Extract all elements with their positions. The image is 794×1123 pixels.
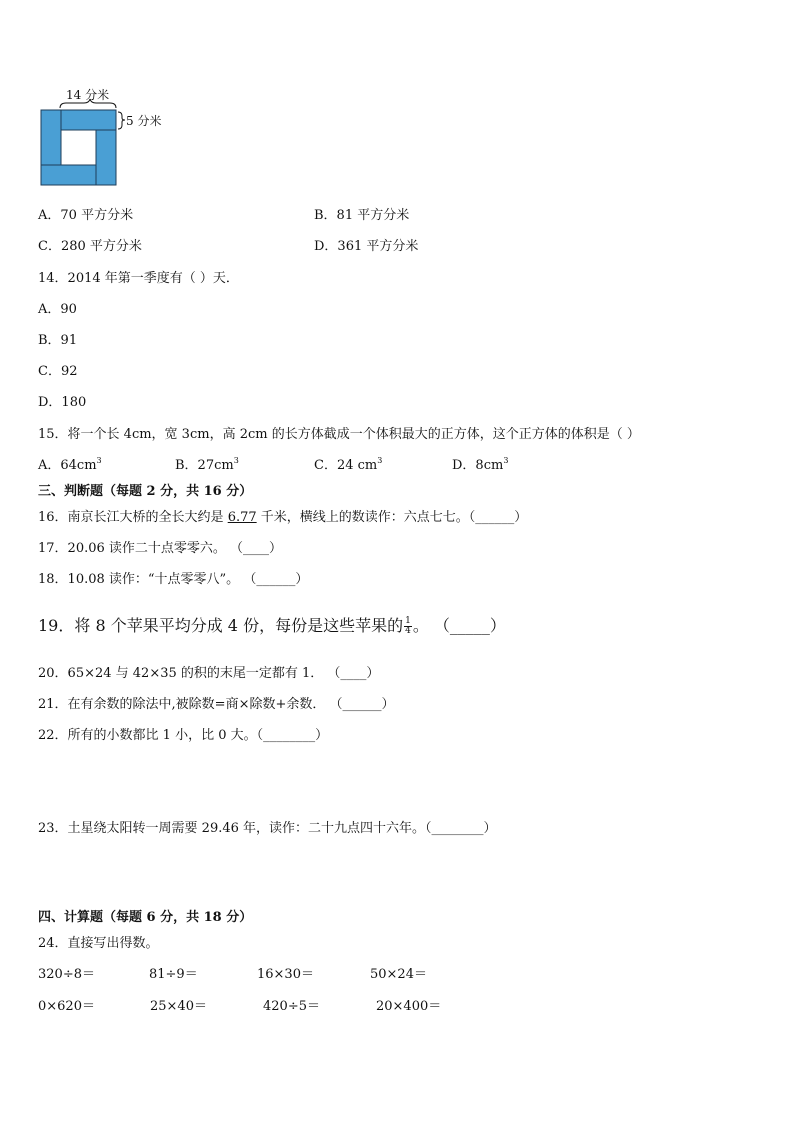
- calc-item: 20×400＝: [376, 999, 442, 1014]
- q14-option-c[interactable]: C．92: [38, 364, 78, 379]
- q20-text: 20．65×24 与 42×35 的积的末尾一定都有 1． （____）: [38, 666, 380, 681]
- section3-title: 三、判断题（每题 2 分，共 16 分）: [38, 484, 253, 499]
- q19-text: 19．将 8 个苹果平均分成 4 份，每份是这些苹果的 $\frac{1}{4}$ 。 （_____）: [38, 616, 506, 636]
- section4-title: 四、计算题（每题 6 分，共 18 分）: [38, 910, 253, 925]
- q14-option-d[interactable]: D．180: [38, 395, 87, 410]
- q14-option-b[interactable]: B．91: [38, 333, 78, 348]
- calc-item: 420÷5＝: [263, 999, 320, 1014]
- q17-text: 17．20.06 读作二十点零零六。 （____）: [38, 541, 283, 556]
- q24-text: 24．直接写出得数。: [38, 936, 159, 951]
- q21-text: 21．在有余数的除法中,被除数=商×除数+余数． （______）: [38, 697, 395, 712]
- calc-item: 0×620＝: [38, 999, 95, 1014]
- q22-text: 22．所有的小数都比 1 小，比 0 大。（________）: [38, 728, 329, 743]
- inner-hole: [61, 130, 96, 165]
- q18-text: 18．10.08 读作：“十点零零八”。 （______）: [38, 572, 309, 587]
- calc-item: 16×30＝: [257, 967, 314, 982]
- square-frame-figure: [38, 86, 168, 186]
- q23-text: 23．土星绕太阳转一周需要 29.46 年，读作：二十九点四十六年。（________）: [38, 821, 497, 836]
- q13-option-d[interactable]: D．361 平方分米: [314, 239, 419, 254]
- q15-option-b[interactable]: B．$27cm^3$: [175, 455, 239, 473]
- q15-option-d[interactable]: D．$8cm^3$: [452, 455, 509, 473]
- calc-item: 25×40＝: [150, 999, 207, 1014]
- q13-option-a[interactable]: A．70 平方分米: [38, 208, 134, 223]
- calc-item: 81÷9＝: [149, 967, 198, 982]
- q13-option-b[interactable]: B．81 平方分米: [314, 208, 410, 223]
- q16-text: 16．南京长江大桥的全长大约是 6.77 千米，横线上的数读作：六点七七。（______）: [38, 510, 528, 525]
- q13-option-c[interactable]: C．280 平方分米: [38, 239, 142, 254]
- figure-top-label: 14 分米: [66, 88, 110, 102]
- calc-item: 50×24＝: [370, 967, 427, 982]
- fraction-one-quarter: $\frac{1}{4}$: [405, 616, 411, 636]
- q15-option-a[interactable]: A．$64cm^3$: [38, 455, 102, 473]
- q15-text: 15．将一个长 4cm，宽 3cm，高 2cm 的长方体截成一个体积最大的正方体，这个正方体的体积是（ ）: [38, 427, 640, 442]
- q14-option-a[interactable]: A．90: [38, 302, 77, 317]
- figure-side-label: 5 分米: [126, 114, 162, 128]
- side-brace: [118, 112, 125, 129]
- q14-text: 14．2014 年第一季度有（ ）天．: [38, 271, 239, 286]
- calc-item: 320÷8＝: [38, 967, 95, 982]
- q15-option-c[interactable]: C．24 $cm^3$: [314, 455, 383, 473]
